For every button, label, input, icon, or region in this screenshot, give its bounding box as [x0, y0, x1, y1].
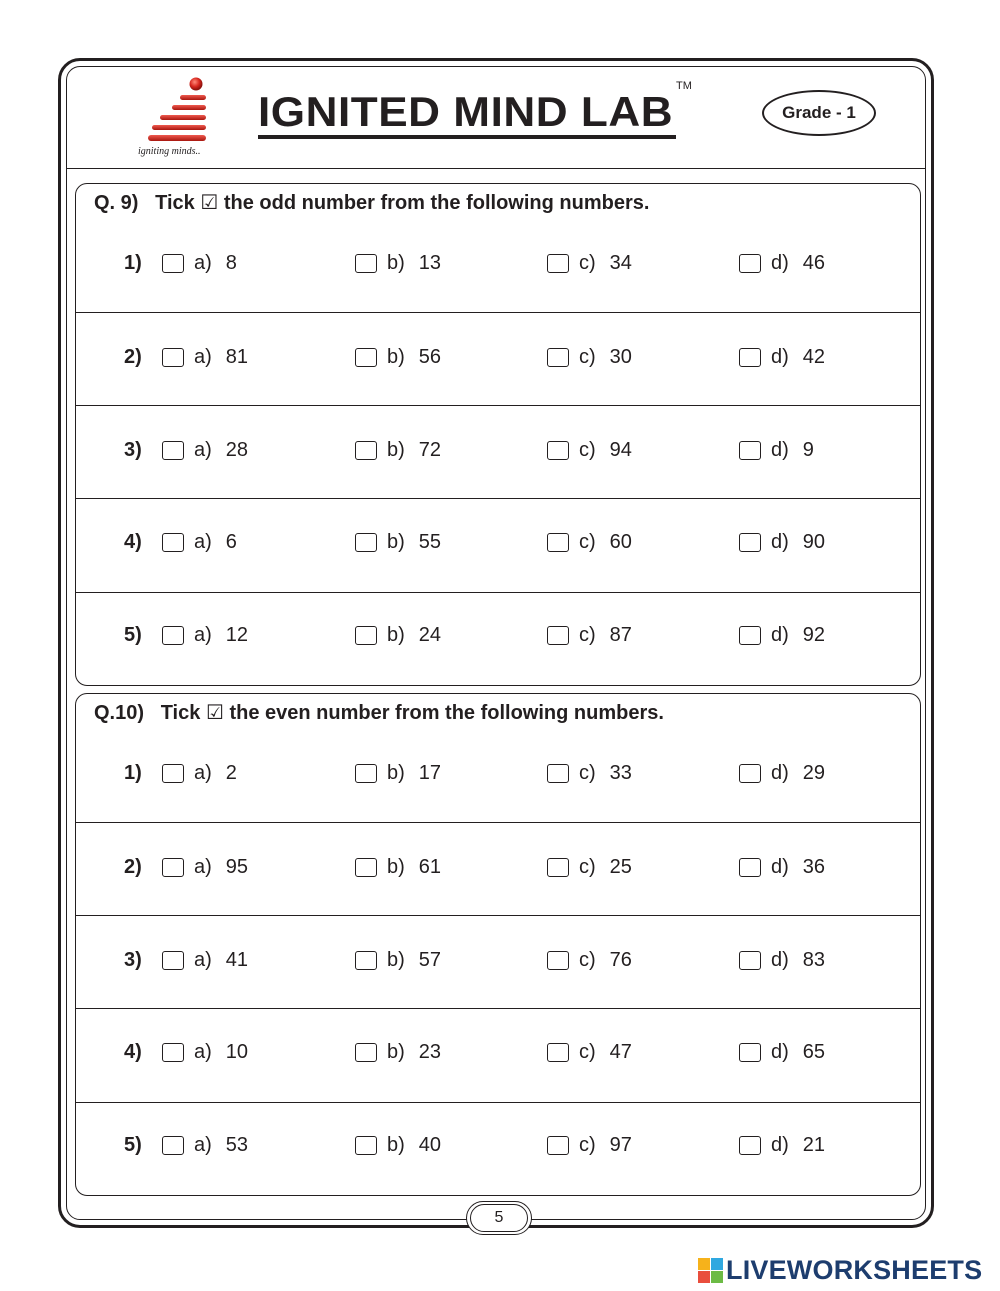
option-value: 10 — [225, 1041, 249, 1063]
instruction-end: the even number from the following numbers. — [229, 702, 664, 724]
answer-checkbox[interactable] — [162, 254, 184, 273]
answer-checkbox[interactable] — [355, 348, 377, 367]
page-number: 5 — [470, 1204, 528, 1232]
answer-checkbox[interactable] — [547, 441, 569, 460]
answer-checkbox[interactable] — [162, 764, 184, 783]
option-value: 8 — [225, 252, 237, 274]
option-value: 65 — [802, 1041, 826, 1063]
option-letter: c) — [579, 624, 596, 646]
row-number: 4) — [124, 531, 142, 553]
option-letter: d) — [771, 856, 789, 878]
option-c[interactable] — [547, 624, 632, 647]
answer-checkbox[interactable] — [162, 1136, 184, 1155]
option-letter: a) — [194, 531, 212, 553]
logo-block — [698, 1271, 710, 1283]
header-divider — [67, 168, 925, 169]
answer-checkbox[interactable] — [355, 858, 377, 877]
option-letter: b) — [387, 531, 405, 553]
answer-checkbox[interactable] — [355, 1043, 377, 1062]
answer-checkbox[interactable] — [547, 1136, 569, 1155]
answer-checkbox[interactable] — [355, 533, 377, 552]
option-b[interactable] — [355, 949, 441, 972]
answer-checkbox[interactable] — [162, 348, 184, 367]
option-b[interactable] — [355, 531, 441, 554]
option-c[interactable] — [547, 531, 632, 554]
answer-checkbox[interactable] — [547, 254, 569, 273]
row-divider — [76, 915, 920, 916]
option-d[interactable] — [739, 1134, 825, 1157]
row-divider — [76, 312, 920, 313]
option-letter: a) — [194, 346, 212, 368]
option-value: 13 — [418, 252, 442, 274]
option-letter: c) — [579, 949, 596, 971]
answer-checkbox[interactable] — [739, 533, 761, 552]
answer-checkbox[interactable] — [739, 254, 761, 273]
option-value: 34 — [609, 252, 632, 274]
brand-title: IGNITED MIND LAB — [258, 88, 674, 135]
option-a[interactable] — [162, 762, 237, 785]
option-value: 90 — [802, 531, 826, 553]
option-b[interactable] — [355, 762, 441, 785]
answer-checkbox[interactable] — [162, 1043, 184, 1062]
option-letter: a) — [194, 856, 212, 878]
option-value: 28 — [225, 439, 249, 461]
option-a[interactable] — [162, 346, 248, 369]
option-value: 61 — [418, 856, 442, 878]
option-a[interactable] — [162, 624, 248, 647]
row-number: 3) — [124, 949, 142, 971]
option-d[interactable] — [739, 252, 825, 275]
option-letter: c) — [579, 252, 596, 274]
option-b[interactable] — [355, 252, 441, 275]
option-value: 21 — [802, 1134, 826, 1156]
answer-checkbox[interactable] — [739, 1136, 761, 1155]
option-value: 92 — [802, 624, 826, 646]
option-d[interactable] — [739, 346, 825, 369]
option-letter: d) — [771, 252, 789, 274]
option-c[interactable] — [547, 1041, 632, 1064]
option-letter: d) — [771, 1041, 789, 1063]
answer-checkbox[interactable] — [162, 533, 184, 552]
option-c[interactable] — [547, 762, 632, 785]
row-number: 5) — [124, 1134, 142, 1156]
answer-checkbox[interactable] — [162, 858, 184, 877]
liveworksheets-logo-icon — [698, 1258, 723, 1283]
option-value: 47 — [609, 1041, 632, 1063]
option-value: 9 — [802, 439, 814, 461]
option-letter: b) — [387, 252, 405, 274]
answer-checkbox[interactable] — [162, 626, 184, 645]
instruction-start: Tick — [160, 702, 201, 724]
question-9-title — [94, 190, 649, 215]
answer-checkbox[interactable] — [547, 348, 569, 367]
option-value: 87 — [609, 624, 632, 646]
option-letter: d) — [771, 439, 789, 461]
option-value: 53 — [225, 1134, 249, 1156]
row-divider — [76, 1008, 920, 1009]
option-letter: d) — [771, 531, 789, 553]
option-letter: b) — [387, 1041, 405, 1063]
option-letter: c) — [579, 1134, 596, 1156]
option-value: 56 — [418, 346, 442, 368]
option-value: 30 — [609, 346, 632, 368]
option-letter: a) — [194, 252, 212, 274]
option-c[interactable] — [547, 439, 632, 462]
option-a[interactable] — [162, 856, 248, 879]
option-value: 25 — [609, 856, 632, 878]
option-value: 55 — [418, 531, 442, 553]
option-letter: d) — [771, 346, 789, 368]
answer-checkbox[interactable] — [162, 951, 184, 970]
row-number: 2) — [124, 346, 142, 368]
option-d[interactable] — [739, 439, 814, 462]
option-letter: a) — [194, 1041, 212, 1063]
option-value: 17 — [418, 762, 442, 784]
answer-checkbox[interactable] — [547, 1043, 569, 1062]
option-letter: a) — [194, 1134, 212, 1156]
grade-badge: Grade - 1 — [762, 90, 876, 136]
option-a[interactable] — [162, 252, 237, 275]
option-letter: c) — [579, 1041, 596, 1063]
option-c[interactable] — [547, 949, 632, 972]
option-letter: b) — [387, 762, 405, 784]
option-b[interactable] — [355, 624, 441, 647]
option-letter: d) — [771, 949, 789, 971]
question-10-title — [94, 700, 664, 725]
option-letter: b) — [387, 949, 405, 971]
option-letter: c) — [579, 762, 596, 784]
option-value: 72 — [418, 439, 442, 461]
row-number: 1) — [124, 252, 142, 274]
option-letter: a) — [194, 439, 212, 461]
option-letter: d) — [771, 762, 789, 784]
option-b[interactable] — [355, 856, 441, 879]
question-9-section — [75, 183, 921, 686]
logo-tagline: igniting minds.. — [138, 146, 201, 157]
row-divider — [76, 592, 920, 593]
option-value: 81 — [225, 346, 249, 368]
option-letter: c) — [579, 531, 596, 553]
option-value: 46 — [802, 252, 826, 274]
option-value: 94 — [609, 439, 632, 461]
option-c[interactable] — [547, 856, 632, 879]
answer-checkbox[interactable] — [739, 858, 761, 877]
option-letter: c) — [579, 439, 596, 461]
answer-checkbox[interactable] — [547, 858, 569, 877]
option-letter: d) — [771, 1134, 789, 1156]
row-divider — [76, 405, 920, 406]
row-divider — [76, 498, 920, 499]
option-letter: b) — [387, 439, 405, 461]
answer-checkbox[interactable] — [162, 441, 184, 460]
option-letter: b) — [387, 346, 405, 368]
option-letter: a) — [194, 762, 212, 784]
option-b[interactable] — [355, 1134, 441, 1157]
answer-checkbox[interactable] — [739, 951, 761, 970]
option-letter: c) — [579, 346, 596, 368]
option-value: 24 — [418, 624, 442, 646]
option-letter: b) — [387, 624, 405, 646]
option-b[interactable] — [355, 346, 441, 369]
answer-checkbox[interactable] — [547, 764, 569, 783]
answer-checkbox[interactable] — [739, 764, 761, 783]
option-value: 76 — [609, 949, 632, 971]
option-value: 6 — [225, 531, 237, 553]
checkbox-icon: ☑ — [205, 702, 224, 724]
option-a[interactable] — [162, 531, 237, 554]
answer-checkbox[interactable] — [739, 626, 761, 645]
option-value: 83 — [802, 949, 826, 971]
option-d[interactable] — [739, 531, 825, 554]
option-value: 95 — [225, 856, 249, 878]
answer-checkbox[interactable] — [547, 626, 569, 645]
option-value: 2 — [225, 762, 237, 784]
option-value: 41 — [225, 949, 249, 971]
question-10-section — [75, 693, 921, 1196]
option-value: 29 — [802, 762, 826, 784]
row-number: 3) — [124, 439, 142, 461]
option-value: 40 — [418, 1134, 442, 1156]
row-number: 4) — [124, 1041, 142, 1063]
brand-underline — [258, 135, 676, 139]
row-number: 1) — [124, 762, 142, 784]
option-d[interactable] — [739, 624, 825, 647]
option-letter: c) — [579, 856, 596, 878]
answer-checkbox[interactable] — [355, 1136, 377, 1155]
option-value: 97 — [609, 1134, 632, 1156]
option-a[interactable] — [162, 1134, 248, 1157]
option-a[interactable] — [162, 439, 248, 462]
answer-checkbox[interactable] — [547, 533, 569, 552]
answer-checkbox[interactable] — [355, 254, 377, 273]
logo-block — [711, 1258, 723, 1270]
instruction-start: Tick — [155, 192, 195, 214]
row-divider — [76, 1102, 920, 1103]
answer-checkbox[interactable] — [355, 764, 377, 783]
option-d[interactable] — [739, 762, 825, 785]
logo — [136, 74, 216, 164]
option-value: 23 — [418, 1041, 442, 1063]
answer-checkbox[interactable] — [547, 951, 569, 970]
logo-block — [711, 1271, 723, 1283]
answer-checkbox[interactable] — [739, 441, 761, 460]
option-letter: d) — [771, 624, 789, 646]
answer-checkbox[interactable] — [355, 951, 377, 970]
option-letter: a) — [194, 949, 212, 971]
answer-checkbox[interactable] — [355, 441, 377, 460]
checkbox-icon: ☑ — [200, 192, 219, 214]
option-c[interactable] — [547, 1134, 632, 1157]
watermark-text: LIVEWORKSHEETS — [726, 1255, 983, 1285]
row-number: 5) — [124, 624, 142, 646]
instruction-end: the odd number from the following numbers. — [223, 192, 650, 214]
liveworksheets-watermark — [698, 1255, 982, 1286]
option-b[interactable] — [355, 1041, 441, 1064]
row-divider — [76, 822, 920, 823]
option-value: 12 — [225, 624, 249, 646]
answer-checkbox[interactable] — [739, 1043, 761, 1062]
option-b[interactable] — [355, 439, 441, 462]
option-letter: b) — [387, 856, 405, 878]
option-value: 60 — [609, 531, 632, 553]
answer-checkbox[interactable] — [739, 348, 761, 367]
logo-block — [698, 1258, 710, 1270]
question-number: Q.10) — [94, 702, 145, 724]
option-d[interactable] — [739, 1041, 825, 1064]
answer-checkbox[interactable] — [355, 626, 377, 645]
option-value: 42 — [802, 346, 826, 368]
option-value: 36 — [802, 856, 826, 878]
option-value: 57 — [418, 949, 442, 971]
option-d[interactable] — [739, 856, 825, 879]
trademark: TM — [676, 80, 692, 92]
option-a[interactable] — [162, 1041, 248, 1064]
option-a[interactable] — [162, 949, 248, 972]
option-letter: a) — [194, 624, 212, 646]
question-number: Q. 9) — [94, 192, 139, 214]
option-value: 33 — [609, 762, 632, 784]
row-number: 2) — [124, 856, 142, 878]
option-c[interactable] — [547, 252, 632, 275]
option-d[interactable] — [739, 949, 825, 972]
option-c[interactable] — [547, 346, 632, 369]
option-letter: b) — [387, 1134, 405, 1156]
